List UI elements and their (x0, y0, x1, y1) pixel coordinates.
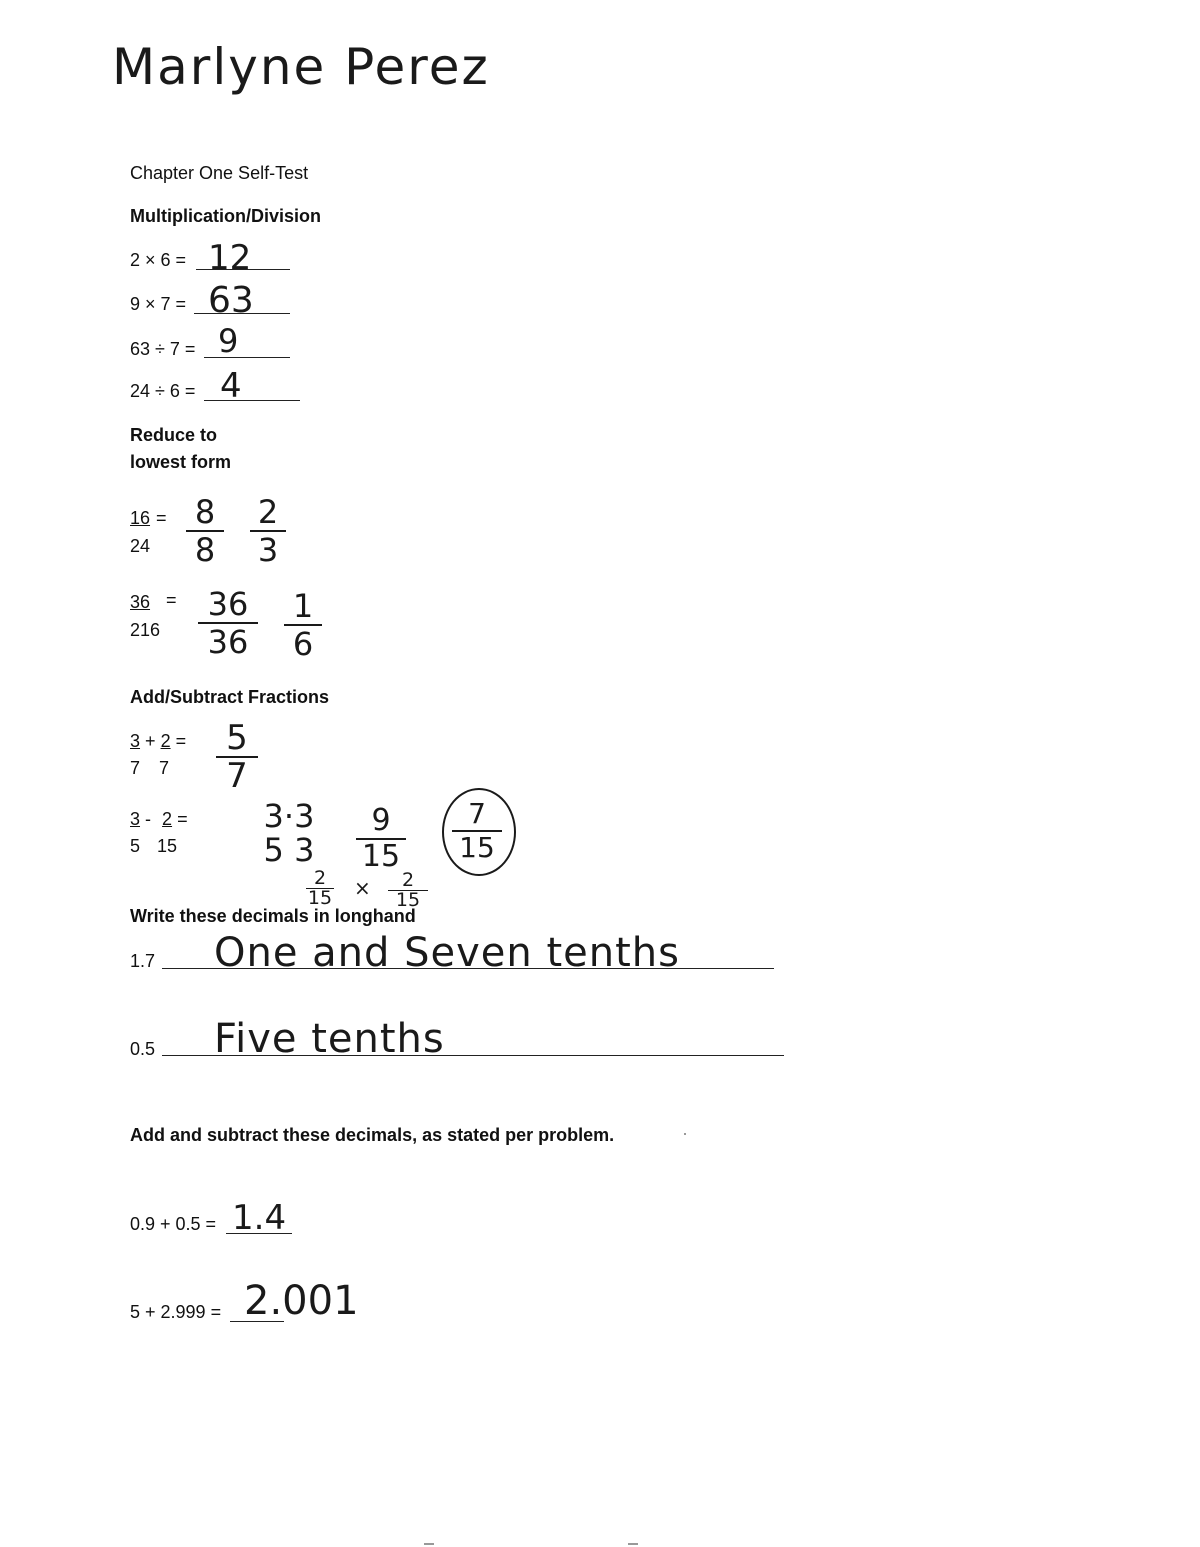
section-heading-mult-div: Multiplication/Division (130, 206, 322, 226)
problem-prompt: 5 + 2.999 = (130, 1302, 222, 1322)
fraction-denominator: 5 3 (263, 831, 315, 869)
handwritten-answer: 1.4 (232, 1198, 287, 1238)
decimal-prompt: 1.7 (130, 951, 156, 971)
printed-numerators: 3 + 2 = (130, 731, 187, 751)
fraction-numerator: 3·3 (263, 797, 315, 835)
section-heading-longhand: Write these decimals in longhand (130, 906, 416, 926)
handwritten-fraction (250, 493, 286, 569)
fraction-denominator: 3 (257, 531, 279, 569)
problem-prompt: 2 × 6 = (130, 250, 187, 270)
handwritten-answer: 63 (208, 280, 254, 321)
problem-prompt: 9 × 7 = (130, 294, 187, 314)
handwritten-work-fraction (356, 803, 406, 874)
printed-denominators: 5 15 (130, 836, 178, 856)
problem-prompt: 0.9 + 0.5 = (130, 1214, 217, 1234)
fraction-numerator: 36 (207, 585, 249, 623)
fraction-numerator: 7 (468, 797, 486, 830)
page-title: Chapter One Self-Test (130, 163, 309, 183)
handwritten-work-fraction (252, 797, 326, 869)
equals-sign: = (156, 508, 167, 528)
scratch-times-sign: × (354, 876, 371, 900)
fraction-denominator: 6 (292, 625, 314, 663)
handwritten-fraction (198, 585, 258, 661)
printed-denominators: 7 7 (130, 758, 170, 778)
answer-line (204, 400, 300, 401)
handwritten-answer-fraction (452, 797, 502, 864)
handwritten-answer: 12 (208, 238, 252, 278)
section-heading-add-sub: Add/Subtract Fractions (130, 687, 330, 707)
decimal-prompt: 0.5 (130, 1039, 156, 1059)
answer-line (204, 357, 290, 358)
section-heading-decimals: Add and subtract these decimals, as stated per problem. (130, 1125, 615, 1145)
fraction-denominator: 15 (459, 831, 495, 864)
fraction-denominator: 8 (194, 531, 216, 569)
section-heading-reduce-line2: lowest form (130, 452, 232, 472)
scratch-fraction: 2 15 (388, 872, 428, 909)
fraction-denominator: 15 (361, 839, 401, 874)
fraction-denominator: 24 (130, 536, 151, 556)
fraction-numerator: 1 (292, 587, 314, 625)
fraction-denominator: 216 (130, 620, 161, 640)
problem-prompt: 63 ÷ 7 = (130, 339, 196, 359)
handwritten-answer: One and Seven tenths (214, 930, 680, 976)
fraction-numerator: 16 (130, 508, 151, 528)
fraction-numerator: 8 (194, 493, 216, 531)
handwritten-fraction (186, 493, 224, 569)
handwritten-answer: 4 (220, 366, 242, 406)
scan-speck (424, 1543, 434, 1545)
scan-speck (628, 1543, 638, 1545)
handwritten-answer: 9 (218, 322, 239, 360)
student-name-handwritten: Marlyne Perez (112, 38, 490, 96)
scratch-fraction: 2 15 (307, 867, 333, 909)
section-heading-reduce: Reduce to (130, 425, 218, 445)
fraction-denominator: 36 (207, 623, 249, 661)
handwritten-answer: Five tenths (214, 1016, 445, 1062)
fraction-numerator: 9 (371, 803, 391, 838)
handwritten-answer: 2.001 (244, 1278, 359, 1324)
handwritten-answer-fraction (216, 718, 258, 796)
fraction-numerator: 2 (257, 493, 279, 531)
handwritten-fraction (284, 587, 322, 663)
fraction-denominator: 7 (226, 756, 248, 796)
equals-sign: = (166, 590, 177, 610)
printed-fraction (130, 590, 170, 642)
problem-prompt: 24 ÷ 6 = (130, 381, 196, 401)
scan-speck (684, 1133, 686, 1135)
fraction-numerator: 36 (130, 592, 151, 612)
fraction-numerator: 5 (226, 718, 248, 758)
printed-numerators: 3 - 2 = (130, 809, 188, 829)
